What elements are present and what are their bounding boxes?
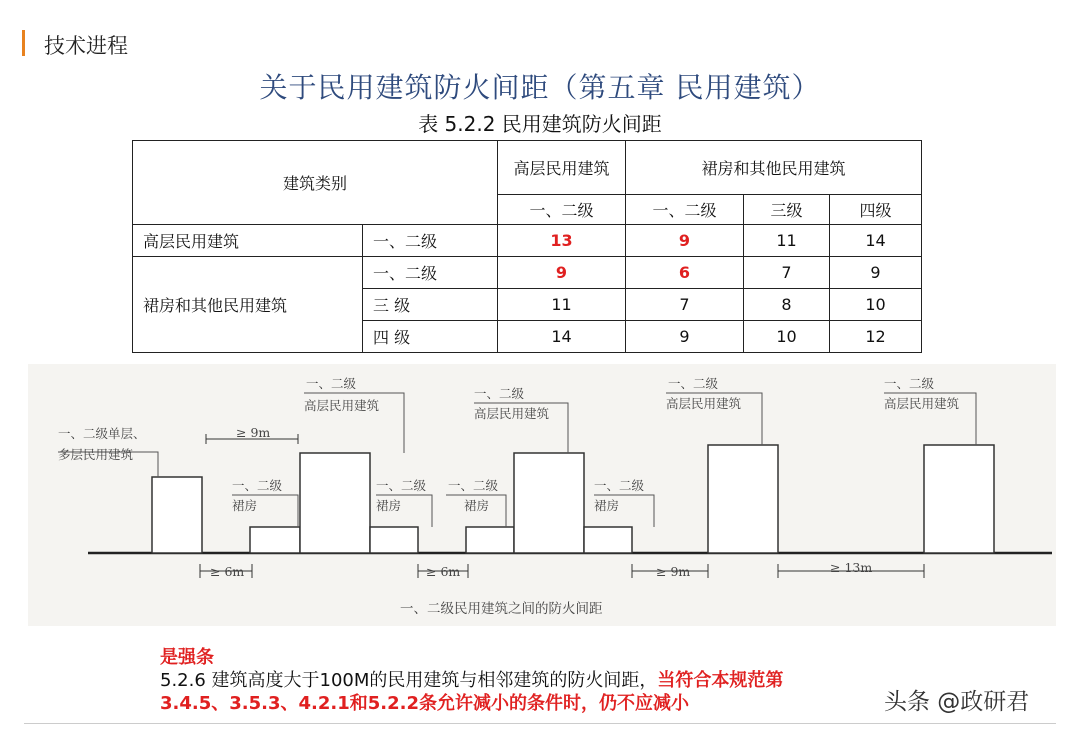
low-building [152,477,202,553]
cell-value: 11 [744,225,830,257]
table-row [133,225,922,257]
header-podium: 裙房和其他民用建筑 [626,141,922,195]
label-low-type: 多层民用建筑 [58,447,134,462]
label-podium-type: 裙房 [376,498,402,513]
dim-13m: ≥ 13m [830,560,873,575]
cell-value: 11 [498,289,626,321]
podium-building [466,527,514,553]
cell-value: 10 [830,289,922,321]
note-line-1 [160,669,783,692]
cell-value: 14 [498,321,626,353]
row-grade: 三 级 [363,289,498,321]
fire-spacing-table [132,140,922,353]
label-podium-grade: 一、二级 [448,478,499,493]
subheader-high-rise-grade12: 一、二级 [498,195,626,225]
row-grade: 一、二级 [363,257,498,289]
dim-9m: ≥ 9m [656,564,691,579]
label-podium-type: 裙房 [232,498,258,513]
note-emphasis: 当符合本规范第 [657,670,784,691]
cell-value: 7 [744,257,830,289]
cell-value: 9 [626,225,744,257]
podium-building [250,527,300,553]
label-podium-type: 裙房 [594,498,620,513]
subheader-grade3: 三级 [744,195,830,225]
label-hr-grade: 一、二级 [474,386,525,401]
dim-6m: ≥ 6m [210,564,245,579]
dim-9m-top: ≥ 9m [236,425,271,440]
note-line-2: 3.4.5、3.5.3、4.2.1和5.2.2条允许减小的条件时，仍不应减小 [160,693,689,714]
label-hr-type: 高层民用建筑 [474,406,550,421]
label-hr-type: 高层民用建筑 [666,396,742,411]
high-rise-building [514,453,584,553]
high-rise-building [924,445,994,553]
row-label-podium: 裙房和其他民用建筑 [133,257,363,353]
row-grade: 四 级 [363,321,498,353]
cell-value: 8 [744,289,830,321]
label-hr-grade: 一、二级 [668,376,719,391]
footer-divider [24,723,1056,724]
cell-value: 14 [830,225,922,257]
header-building-category: 建筑类别 [133,141,498,225]
diagram-caption: 一、二级民用建筑之间的防火间距 [400,601,603,617]
label-hr-grade: 一、二级 [306,376,357,391]
label-podium-grade: 一、二级 [594,478,645,493]
cell-value: 9 [830,257,922,289]
high-rise-building [708,445,778,553]
note-text: 5.2.6 建筑高度大于100M的民用建筑与相邻建筑的防火间距， [160,670,658,691]
fire-spacing-diagram [28,364,1056,626]
cell-value: 10 [744,321,830,353]
row-label-high-rise: 高层民用建筑 [133,225,363,257]
header-high-rise: 高层民用建筑 [498,141,626,195]
label-podium-type: 裙房 [464,498,490,513]
subheader-grade12: 一、二级 [626,195,744,225]
label-podium-grade: 一、二级 [376,478,427,493]
label-hr-type: 高层民用建筑 [304,398,380,413]
mandatory-label: 是强条 [160,647,214,668]
cell-value: 7 [626,289,744,321]
section-accent-bar [22,30,25,56]
diagram-svg [28,364,1056,626]
cell-value: 9 [498,257,626,289]
dim-6m: ≥ 6m [426,564,461,579]
label-low-grade: 一、二级单层、 [58,426,146,441]
label-hr-type: 高层民用建筑 [884,396,960,411]
podium-building [584,527,632,553]
high-rise-building [300,453,370,553]
table-row [133,257,922,289]
cell-value: 6 [626,257,744,289]
label-podium-grade: 一、二级 [232,478,283,493]
page-title: 关于民用建筑防火间距（第五章 民用建筑） [259,71,821,104]
table-caption: 表 5.2.2 民用建筑防火间距 [418,112,662,136]
label-hr-grade: 一、二级 [884,376,935,391]
row-grade: 一、二级 [363,225,498,257]
cell-value: 13 [498,225,626,257]
subheader-grade4: 四级 [830,195,922,225]
section-title: 技术进程 [44,34,128,58]
cell-value: 9 [626,321,744,353]
podium-building [370,527,418,553]
cell-value: 12 [830,321,922,353]
watermark: 头条 @政研君 [884,689,1030,715]
code-note [160,646,783,715]
